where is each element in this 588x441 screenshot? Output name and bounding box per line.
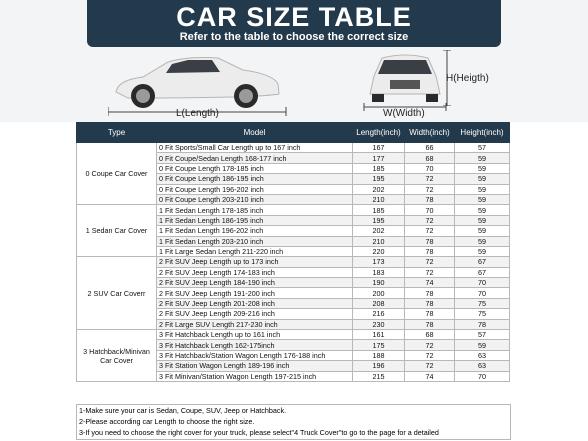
length-cell: 190 xyxy=(353,278,405,288)
width-cell: 72 xyxy=(405,226,455,236)
width-cell: 72 xyxy=(405,340,455,350)
note-line: 2-Please according car Length to choose the right size. xyxy=(79,417,255,426)
length-cell: 202 xyxy=(353,184,405,194)
title-banner xyxy=(87,0,501,47)
width-cell: 72 xyxy=(405,350,455,360)
model-cell: 0 Fit Coupe Length 178-185 inch xyxy=(157,163,353,173)
width-cell: 74 xyxy=(405,371,455,381)
front-view-car-illustration xyxy=(360,50,450,112)
type-cell: 0 Coupe Car Cover xyxy=(77,143,157,205)
length-cell: 173 xyxy=(353,257,405,267)
width-cell: 72 xyxy=(405,174,455,184)
height-cell: 70 xyxy=(455,288,510,298)
height-cell: 59 xyxy=(455,205,510,215)
length-cell: 210 xyxy=(353,194,405,204)
length-cell: 196 xyxy=(353,361,405,371)
height-cell: 59 xyxy=(455,340,510,350)
height-cell: 59 xyxy=(455,163,510,173)
width-label: W(Width) xyxy=(383,108,425,119)
model-cell: 2 Fit SUV Jeep Length 201-208 inch xyxy=(157,298,353,308)
model-cell: 3 Fit Minivan/Station Wagon Length 197-215 inch xyxy=(157,371,353,381)
table-row xyxy=(77,143,510,153)
width-cell: 72 xyxy=(405,257,455,267)
width-cell: 78 xyxy=(405,194,455,204)
height-cell: 59 xyxy=(455,153,510,163)
table-row xyxy=(77,205,510,215)
height-cell: 59 xyxy=(455,184,510,194)
size-table xyxy=(76,122,510,382)
length-cell: 202 xyxy=(353,226,405,236)
length-cell: 188 xyxy=(353,350,405,360)
length-cell: 175 xyxy=(353,340,405,350)
height-cell: 57 xyxy=(455,143,510,153)
model-cell: 0 Fit Coupe Length 196-202 inch xyxy=(157,184,353,194)
length-cell: 220 xyxy=(353,246,405,256)
header-height: Height(inch) xyxy=(455,123,510,143)
length-cell: 216 xyxy=(353,309,405,319)
height-cell: 70 xyxy=(455,278,510,288)
height-cell: 59 xyxy=(455,246,510,256)
header-type: Type xyxy=(77,123,157,143)
height-cell: 59 xyxy=(455,194,510,204)
model-cell: 1 Fit Sedan Length 203-210 inch xyxy=(157,236,353,246)
table-header-row xyxy=(77,123,510,143)
width-cell: 74 xyxy=(405,278,455,288)
length-label: L(Length) xyxy=(176,108,219,119)
model-cell: 3 Fit Hatchback Length 162-175inch xyxy=(157,340,353,350)
header-width: Width(inch) xyxy=(405,123,455,143)
width-cell: 78 xyxy=(405,298,455,308)
model-cell: 3 Fit Station Wagon Length 189-196 inch xyxy=(157,361,353,371)
width-cell: 78 xyxy=(405,319,455,329)
width-cell: 72 xyxy=(405,361,455,371)
table-row xyxy=(77,257,510,267)
width-cell: 72 xyxy=(405,267,455,277)
model-cell: 2 Fit SUV Jeep Length 184-190 inch xyxy=(157,278,353,288)
model-cell: 2 Fit SUV Jeep Length 174-183 inch xyxy=(157,267,353,277)
length-cell: 210 xyxy=(353,236,405,246)
type-cell: 3 Hatchback/Minivan Car Cover xyxy=(77,330,157,382)
height-cell: 63 xyxy=(455,350,510,360)
hero-banner xyxy=(0,0,588,122)
length-cell: 185 xyxy=(353,205,405,215)
table-row xyxy=(77,330,510,340)
width-cell: 78 xyxy=(405,288,455,298)
length-cell: 230 xyxy=(353,319,405,329)
header-length: Length(inch) xyxy=(353,123,405,143)
height-cell: 78 xyxy=(455,319,510,329)
page-subtitle: Refer to the table to choose the correct size xyxy=(179,31,409,43)
width-cell: 72 xyxy=(405,215,455,225)
type-cell: 1 Sedan Car Cover xyxy=(77,205,157,257)
header-model: Model xyxy=(157,123,353,143)
model-cell: 0 Fit Coupe Length 186-195 inch xyxy=(157,174,353,184)
note-line: 1-Make sure your car is Sedan, Coupe, SUV, Jeep or Hatchback. xyxy=(79,406,287,415)
width-cell: 78 xyxy=(405,246,455,256)
model-cell: 1 Fit Sedan Length 196-202 inch xyxy=(157,226,353,236)
length-cell: 200 xyxy=(353,288,405,298)
model-cell: 1 Fit Large Sedan Length 211-220 inch xyxy=(157,246,353,256)
model-cell: 2 Fit Large SUV Length 217-230 inch xyxy=(157,319,353,329)
model-cell: 0 Fit Coupe Length 203-210 inch xyxy=(157,194,353,204)
model-cell: 3 Fit Hatchback Length up to 161 inch xyxy=(157,330,353,340)
width-cell: 66 xyxy=(405,143,455,153)
model-cell: 3 Fit Hatchback/Station Wagon Length 176-188 inch xyxy=(157,350,353,360)
length-cell: 161 xyxy=(353,330,405,340)
model-cell: 2 Fit SUV Jeep Length 209-216 inch xyxy=(157,309,353,319)
width-cell: 70 xyxy=(405,205,455,215)
length-cell: 208 xyxy=(353,298,405,308)
width-cell: 78 xyxy=(405,309,455,319)
length-cell: 177 xyxy=(353,153,405,163)
length-cell: 195 xyxy=(353,174,405,184)
height-cell: 70 xyxy=(455,371,510,381)
height-label: H(Heigth) xyxy=(446,73,489,84)
height-cell: 59 xyxy=(455,226,510,236)
model-cell: 0 Fit Sports/Small Car Length up to 167 inch xyxy=(157,143,353,153)
height-cell: 67 xyxy=(455,257,510,267)
width-cell: 78 xyxy=(405,236,455,246)
width-cell: 72 xyxy=(405,184,455,194)
width-cell: 68 xyxy=(405,153,455,163)
model-cell: 2 Fit SUV Jeep Length 191-200 inch xyxy=(157,288,353,298)
length-cell: 215 xyxy=(353,371,405,381)
width-cell: 70 xyxy=(405,163,455,173)
length-cell: 185 xyxy=(353,163,405,173)
length-cell: 195 xyxy=(353,215,405,225)
notes-box xyxy=(76,404,511,440)
height-cell: 59 xyxy=(455,236,510,246)
length-cell: 167 xyxy=(353,143,405,153)
height-cell: 75 xyxy=(455,309,510,319)
type-cell: 2 SUV Car Coverr xyxy=(77,257,157,330)
height-cell: 63 xyxy=(455,361,510,371)
height-cell: 59 xyxy=(455,215,510,225)
model-cell: 2 Fit SUV Jeep Length up to 173 inch xyxy=(157,257,353,267)
height-cell: 75 xyxy=(455,298,510,308)
note-line: 3-If you need to choose the right cover for your truck, please select"4 Truck Cover"to go to the page for a detailed xyxy=(79,428,439,437)
length-cell: 183 xyxy=(353,267,405,277)
height-cell: 67 xyxy=(455,267,510,277)
model-cell: 1 Fit Sedan Length 186-195 inch xyxy=(157,215,353,225)
height-cell: 57 xyxy=(455,330,510,340)
page-title: CAR SIZE TABLE xyxy=(176,2,412,32)
model-cell: 0 Fit Coupe/Sedan Length 168-177 inch xyxy=(157,153,353,163)
width-cell: 68 xyxy=(405,330,455,340)
model-cell: 1 Fit Sedan Length 178-185 inch xyxy=(157,205,353,215)
height-cell: 59 xyxy=(455,174,510,184)
